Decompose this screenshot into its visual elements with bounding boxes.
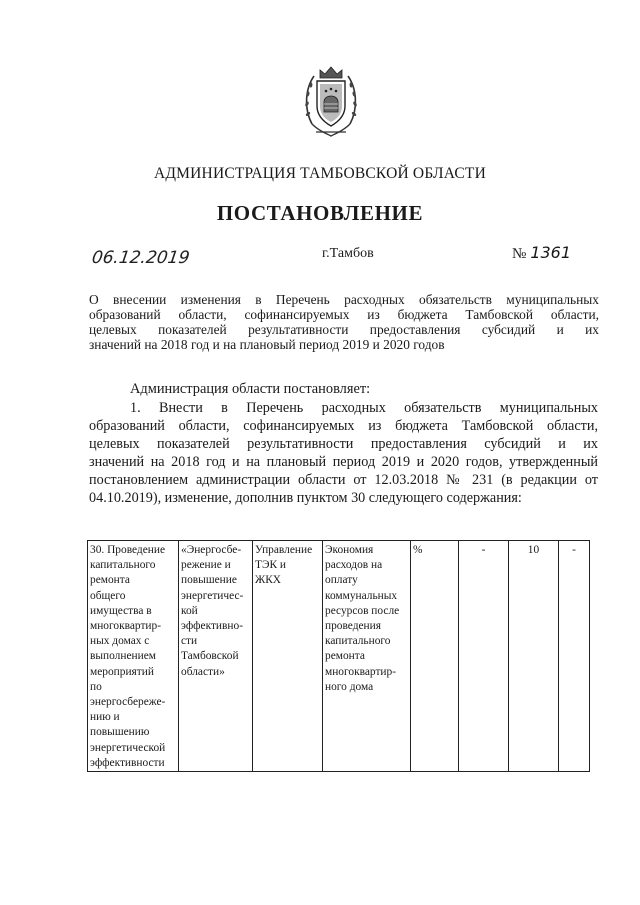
organization-name: АДМИНИСТРАЦИЯ ТАМБОВСКОЙ ОБЛАСТИ [154,165,486,182]
number-value: 1361 [530,243,572,262]
title-line: значений на 2018 год и на плановый период 2019 и 2020 годов [89,337,445,352]
table-row [88,541,590,772]
title-line: образований области, софинансируемых из бюджета Тамбовской области, [89,307,599,322]
obligations-table [87,540,590,772]
document-date: 06.12.2019 [90,248,191,268]
document-title [89,292,599,352]
title-line: О внесении изменения в Перечень расходных обязательств муниципальных [89,292,599,307]
paragraph-line: 1. Внести в Перечень расходных обязательств муниципальных [130,400,598,416]
paragraph-line: целевых показателей результативности предоставления субсидий и их [89,436,598,452]
paragraph-line: образований области, софинансируемых из бюджета Тамбовской области, [89,418,598,434]
paragraph-line: значений на 2018 год и на плановый период 2019 и 2020 годов, утвержденный [89,454,598,470]
cell-value-2019: 10 [509,541,559,772]
paragraph-line: 04.10.2019), изменение, дополнив пунктом 30 следующего содержания: [89,490,522,506]
cell-obligation: 30. Проведение капитального ремонта общего имущества в многоквартир- ных домах с выполнением мероприятий по энергосбереже- нию и повышению энергетической эффективности [88,541,179,772]
document-city: г.Тамбов [322,246,374,261]
number-sign: № [512,246,527,262]
title-line: целевых показателей результативности предоставления субсидий и их [89,322,599,337]
document-type-heading: ПОСТАНОВЛЕНИЕ [216,201,424,225]
cell-value-2018: - [459,541,509,772]
cell-program: «Энергосбе- режение и повышение энергетичес- кой эффективно- сти Тамбовской области» [179,541,253,772]
cell-administrator: Управление ТЭК и ЖКХ [253,541,323,772]
document-number [512,243,571,263]
cell-value-2020: - [559,541,590,772]
cell-indicator: Экономия расходов на оплату коммунальных ресурсов после проведения капитального ремонта многоквартир- ного дома [323,541,411,772]
paragraph-line: постановлением администрации области от 12.03.2018 № 231 (в редакции от [89,472,598,488]
intro-statement: Администрация области постановляет: [130,381,371,397]
cell-unit: % [411,541,459,772]
paragraph-1 [89,399,598,507]
coat-of-arms-icon [302,64,360,144]
